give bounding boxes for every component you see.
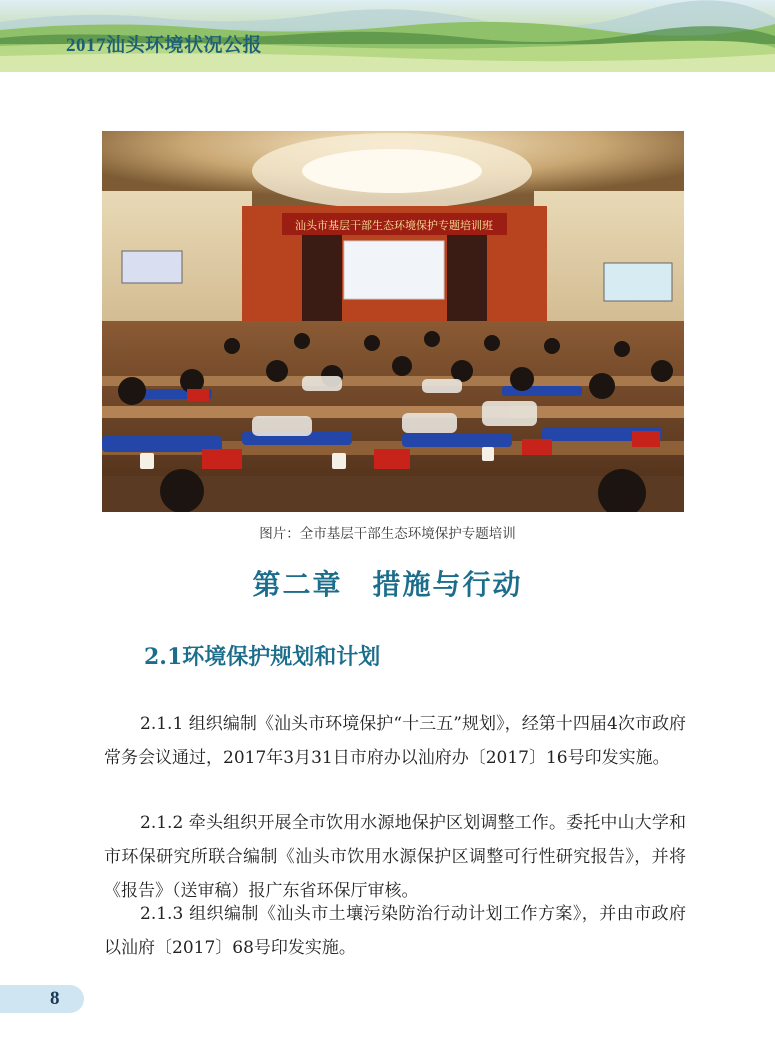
conference-photo xyxy=(102,131,684,512)
paragraph-2-1-3: 2.1.3 组织编制《汕头市土壤污染防治行动计划工作方案》，并由市政府以汕府〔2017〕68号印发实施。 xyxy=(104,904,686,958)
section-title: 2.1环境保护规划和计划 xyxy=(144,644,381,670)
paragraph-2-1-2: 2.1.2 牵头组织开展全市饮用水源地保护区划调整工作。委托中山大学和市环保研究所联合编制《汕头市饮用水源保护区调整可行性研究报告》，并将《报告》（送审稿）报广东省环保厅审核。 xyxy=(104,813,686,901)
chapter-title: 第二章 措施与行动 xyxy=(252,568,523,601)
photo-caption: 图片：全市基层干部生态环境保护专题培训 xyxy=(259,526,516,542)
paragraph-2-1-1: 2.1.1 组织编制《汕头市环境保护“十三五”规划》，经第十四届4次市政府常务会议通过，2017年3月31日市府办以汕府办〔2017〕16号印发实施。 xyxy=(104,714,686,768)
stage-banner: 汕头市基层干部生态环境保护专题培训班 xyxy=(295,219,493,232)
report-title: 2017汕头环境状况公报 xyxy=(66,35,263,56)
page-number: 8 xyxy=(50,988,60,1009)
page-header xyxy=(0,0,775,72)
page-number-tab xyxy=(0,985,84,1013)
